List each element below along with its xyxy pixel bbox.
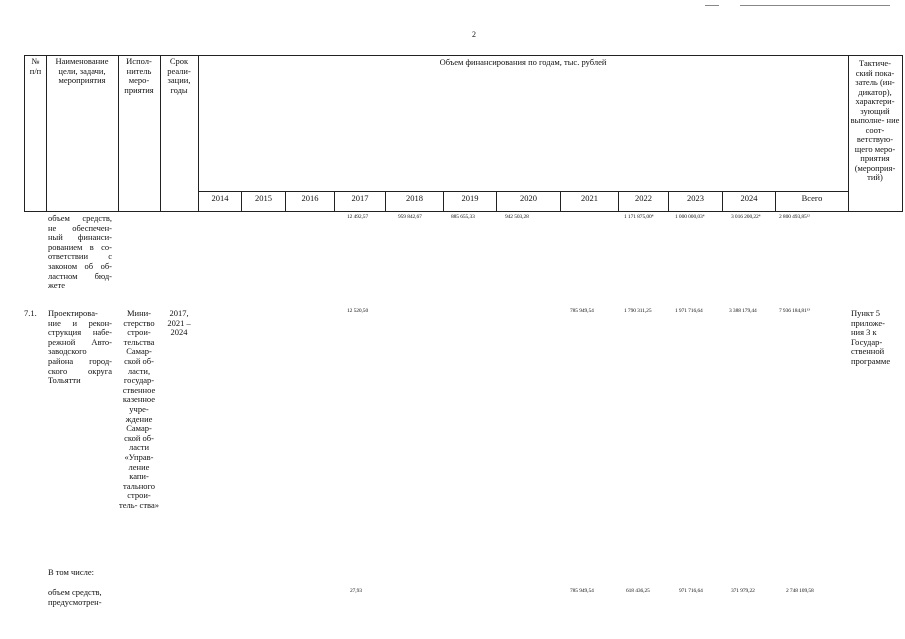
header-executor: Испол- нитель меро- приятия (124, 56, 154, 95)
year-2018: 2018 (406, 193, 423, 203)
value-total: 2 748 109,58 (786, 588, 814, 594)
value-2017: 12 492,57 (347, 214, 369, 220)
header-num: № п/п (29, 56, 42, 76)
row-name: объем средств, предусмотрен- (48, 587, 102, 607)
year-2023: 2023 (687, 193, 704, 203)
value-2018: 959 842,67 (398, 214, 422, 220)
year-2019: 2019 (461, 193, 479, 203)
col-divider (118, 55, 119, 212)
value-2017: 27,93 (350, 588, 362, 594)
header-indicator: Тактиче- ский пока- затель (ин- дикатор), характери- зующий выполне- ние соот- ветствую- щего меро- приятия (мероприя- тий) (850, 58, 900, 182)
scan-mark (740, 5, 890, 6)
year-2016: 2016 (301, 193, 319, 203)
value-2023: 971 716,64 (679, 588, 703, 594)
value-2019: 885 655,33 (451, 214, 475, 220)
row-period: 2017, 2021 – 2024 (167, 308, 191, 338)
year-2021: 2021 (581, 193, 598, 203)
year-2014: 2014 (211, 193, 229, 203)
page-number: 2 (472, 30, 476, 39)
value-2022: 1 790 311,25 (624, 308, 652, 314)
row-name: Проектирова- ние и рекон- струкция набе- режной Авто- заводского района город- ского округа Тольятти (48, 308, 112, 386)
scan-mark (705, 5, 719, 6)
year-2015: 2015 (255, 193, 272, 203)
value-2023: 1 000 000,03⁴ (675, 214, 705, 220)
value-2022: 1 171 875,00⁴ (624, 214, 654, 220)
year-2024: 2024 (740, 193, 758, 203)
value-2023: 1 971 716,64 (675, 308, 703, 314)
value-2024: 3 388 179,44 (729, 308, 757, 314)
row-name: объем средств, не обеспечен- ный финанси- рованием в со- ответствии с законом об об- ластном бюд- жете (48, 213, 112, 291)
value-2020: 942 503,28 (505, 214, 529, 220)
row-executor: Мини- стерство строи- тельства Самар- ской об- ласти, государ- ственное казенное учре- ждение Самар- ской об- ласти «Управ- ление капи- тального строи- тель- ства» (119, 308, 159, 510)
header-financing: Объем финансирования по годам, тыс. рублей (439, 57, 607, 67)
value-total: 7 936 184,81¹³ (779, 308, 810, 314)
value-2024: 3 016 200,22⁴ (731, 214, 761, 220)
section-label: В том числе: (48, 567, 94, 577)
header-period: Срок реали- зации, годы (167, 56, 191, 95)
year-2020: 2020 (520, 193, 537, 203)
col-divider (848, 55, 849, 212)
value-2022: 618 436,25 (626, 588, 650, 594)
years-row-top-border (198, 191, 849, 192)
row-number: 7.1. (24, 308, 37, 318)
value-total: 2 800 493,85¹² (779, 214, 810, 220)
col-divider (46, 55, 47, 212)
value-2024: 371 979,22 (731, 588, 755, 594)
col-divider (160, 55, 161, 212)
header-bottom-border (24, 211, 903, 212)
value-2021: 785 949,54 (570, 308, 594, 314)
year-2017: 2017 (351, 193, 369, 203)
table-left-border (24, 55, 25, 212)
table-top-border (24, 55, 903, 56)
header-name: Наименование цели, задачи, мероприятия (55, 56, 109, 86)
value-2021: 785 949,54 (570, 588, 594, 594)
year-2022: 2022 (635, 193, 652, 203)
row-indicator: Пункт 5 приложе- ния 3 к Государ- ственной программе (851, 308, 891, 366)
year-total: Всего (801, 193, 823, 203)
table-right-border (902, 55, 903, 212)
col-divider (198, 55, 199, 212)
value-2017: 12 520,50 (347, 308, 369, 314)
